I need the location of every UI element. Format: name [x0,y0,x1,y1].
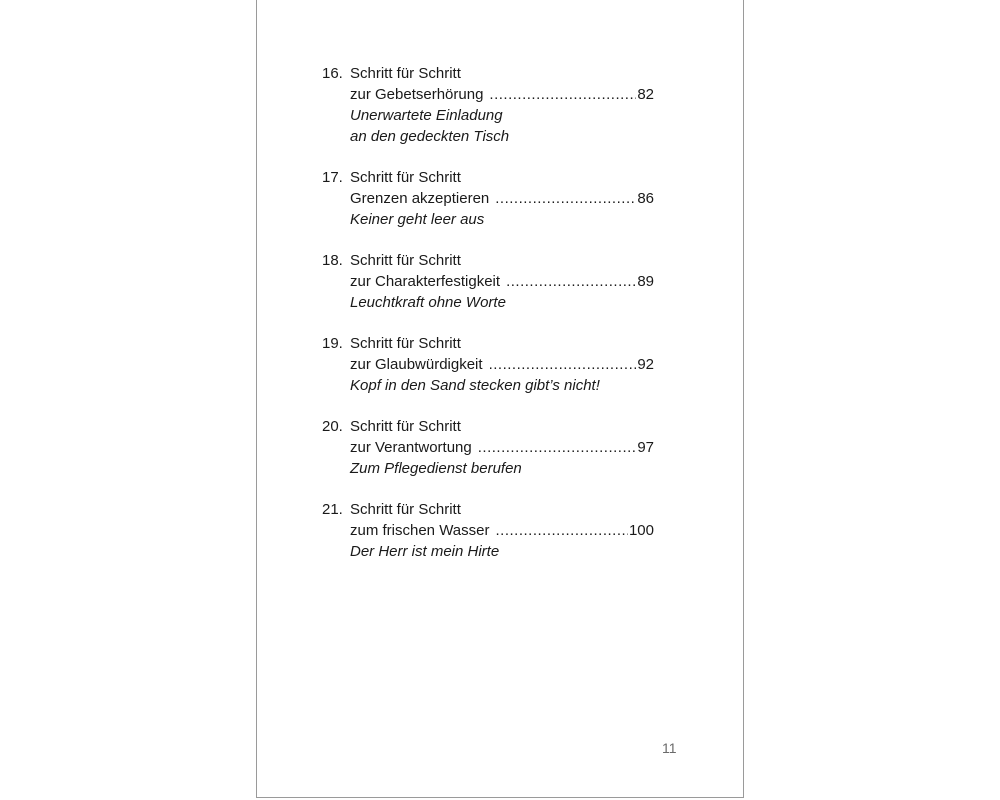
toc-entry [322,250,654,313]
page-number: 11 [662,740,677,756]
entry-title: Schritt für Schritt [350,252,461,269]
entry-subtitle: Grenzen akzeptieren [350,190,490,207]
entry-page-number: 89 [637,273,654,290]
entry-number: 18. [322,252,343,269]
entry-number: 19. [322,335,343,352]
entry-subtitle: zur Glaubwürdigkeit [350,356,483,373]
entry-number: 21. [322,501,343,518]
entry-title: Schritt für Schritt [350,418,461,435]
entry-teaser: Der Herr ist mein Hirte [350,543,500,560]
entry-teaser: Leuchtkraft ohne Worte [350,294,506,311]
entry-title: Schritt für Schritt [350,169,461,186]
dot-leader [495,188,636,209]
entry-page-number: 86 [637,190,654,207]
entry-subtitle: zum frischen Wasser [350,522,490,539]
toc-entry [322,63,654,147]
entry-teaser: Zum Pflegedienst berufen [350,460,522,477]
entry-title: Schritt für Schritt [350,501,461,518]
entry-subtitle: zur Verantwortung [350,439,472,456]
entry-page-number: 92 [637,356,654,373]
entry-number: 20. [322,418,343,435]
toc-entry [322,333,654,396]
entry-subtitle: zur Charakterfestigkeit [350,273,501,290]
dot-leader [506,271,636,292]
table-of-contents [322,63,654,582]
entry-number: 16. [322,65,343,82]
dot-leader [495,520,627,541]
entry-page-number: 100 [628,522,654,539]
toc-entry [322,416,654,479]
entry-title: Schritt für Schritt [350,335,461,352]
entry-page-number: 82 [637,86,654,103]
dot-leader [489,84,636,105]
entry-teaser: an den gedeckten Tisch [350,128,510,145]
entry-teaser: Unerwartete Einladung [350,107,503,124]
dot-leader [489,354,637,375]
entry-title: Schritt für Schritt [350,65,461,82]
entry-page-number: 97 [637,439,654,456]
entry-teaser: Keiner geht leer aus [350,211,485,228]
entry-teaser: Kopf in den Sand stecken gibt’s nicht! [350,377,600,394]
dot-leader [478,437,637,458]
toc-entry [322,499,654,562]
entry-subtitle: zur Gebetserhörung [350,86,484,103]
entry-number: 17. [322,169,343,186]
toc-entry [322,167,654,230]
